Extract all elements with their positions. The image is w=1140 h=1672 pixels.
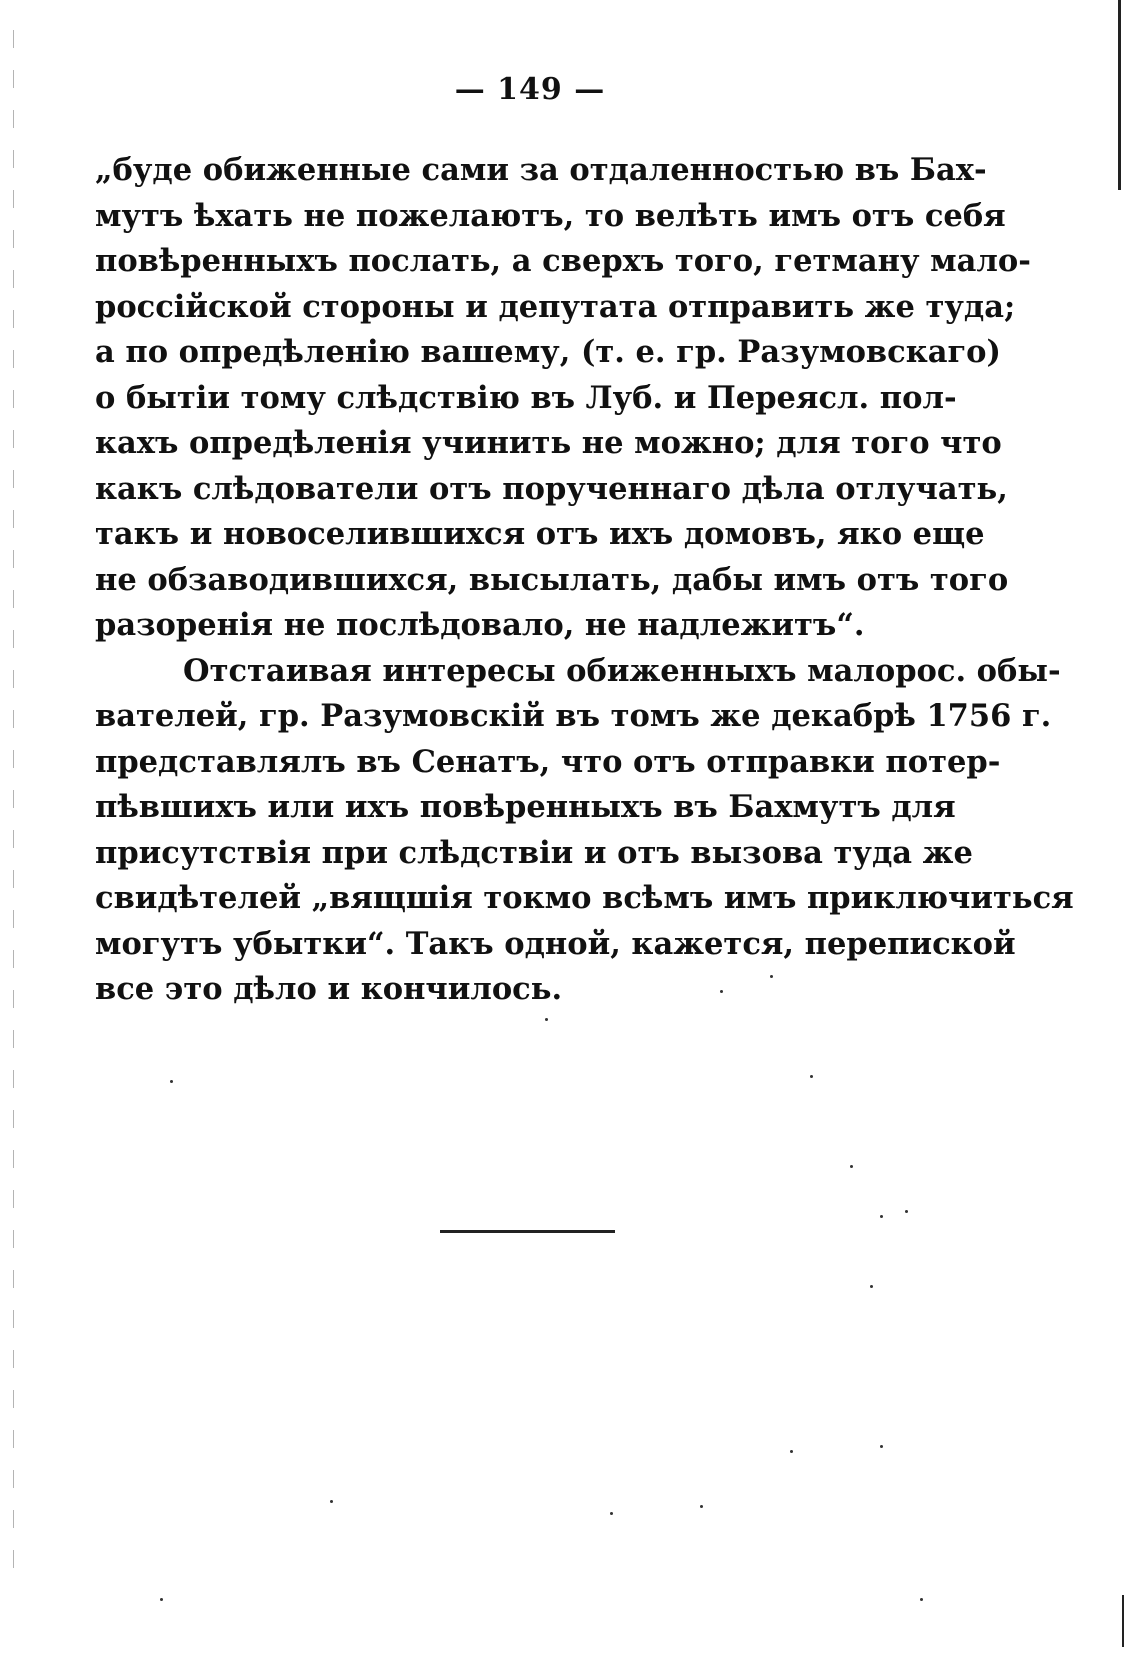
text-line: присутствія при слѣдствіи и отъ вызова туда же <box>95 834 973 871</box>
text-line: не обзаводившихся, высылать, дабы имъ отъ того <box>95 561 1009 598</box>
page-scan-edge-right-bottom <box>1122 1595 1124 1647</box>
section-end-rule <box>440 1230 615 1233</box>
text-line: пѣвшихъ или ихъ повѣренныхъ въ Бахмутъ для <box>95 789 956 825</box>
text-line: Отстаивая интересы обиженныхъ малорос. обы- <box>183 652 1061 689</box>
paragraph-2 <box>95 649 1074 1013</box>
text-line: о бытіи тому слѣдствію въ Луб. и Переясл. пол- <box>95 379 957 416</box>
text-line: мутъ ѣхать не пожелаютъ, то велѣть имъ отъ себя <box>95 197 1006 234</box>
text-line: россійской стороны и депутата отправить же туда; <box>95 288 1016 325</box>
text-line: разоренія не послѣдовало, не надлежитъ“. <box>95 607 865 643</box>
page-scan-edge-left <box>13 30 14 1590</box>
page-scan-edge-right <box>1118 0 1121 190</box>
text-line: кахъ опредѣленія учинить не можно; для того что <box>95 425 1002 461</box>
page-number: — 149 — <box>454 72 606 107</box>
paragraph-1 <box>95 148 1031 649</box>
text-line: „буде обиженные сами за отдаленностью въ Бах- <box>95 152 987 188</box>
text-line: свидѣтелей „вящшія токмо всѣмъ имъ приключиться <box>95 880 1074 916</box>
body-text <box>95 148 1074 1013</box>
text-line: а по опредѣленію вашему, (т. е. гр. Разумовскаго) <box>95 334 1001 370</box>
text-line: представлялъ въ Сенатъ, что отъ отправки потер- <box>95 743 1001 780</box>
text-line: все это дѣло и кончилось. <box>95 971 563 1007</box>
text-line: вателей, гр. Разумовскій въ томъ же декабрѣ 1756 г. <box>95 698 1052 734</box>
text-line: такъ и новоселившихся отъ ихъ домовъ, яко еще <box>95 516 985 552</box>
text-line: могутъ убытки“. Такъ одной, кажется, перепиской <box>95 925 1016 962</box>
text-line: какъ слѣдователи отъ порученнаго дѣла отлучать, <box>95 470 1008 507</box>
text-line: повѣренныхъ послать, а сверхъ того, гетману мало- <box>95 243 1031 279</box>
